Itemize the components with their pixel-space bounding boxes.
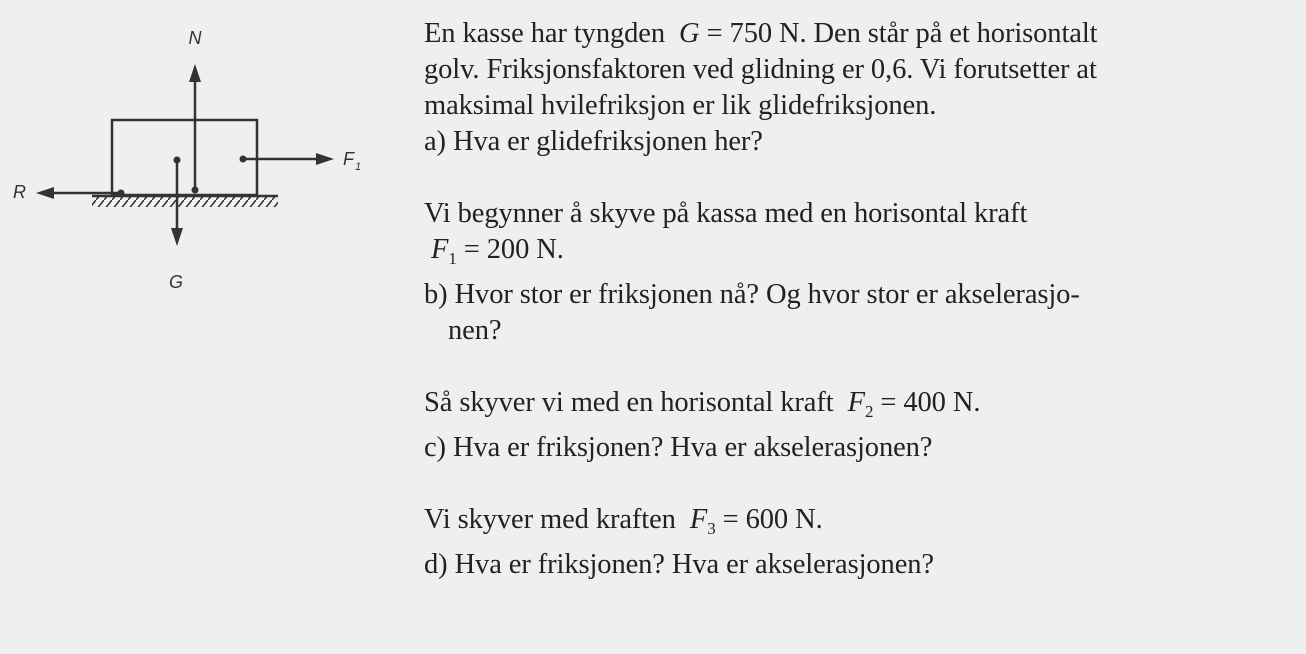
gravity-force-origin	[174, 157, 181, 164]
label-f1	[343, 149, 361, 173]
question-a: a) Hva er glidefriksjonen her?	[424, 126, 763, 157]
intro-line-2: golv. Friksjonsfaktoren ved glidning er 0,6. Vi forutsetter at	[424, 54, 1097, 85]
paragraph-4	[424, 502, 1304, 547]
free-body-diagram	[0, 0, 400, 320]
free-body-diagram-svg	[0, 0, 400, 320]
paragraph-4-start: Vi skyver med kraften	[424, 504, 676, 535]
question-b-line-2: nen?	[448, 315, 502, 346]
label-n: N	[188, 28, 202, 48]
paragraph-3-start: Så skyver vi med en horisontal kraft	[424, 387, 834, 418]
question-b-line-1: b) Hvor stor er friksjonen nå? Og hvor stor er akselerasjo-	[424, 279, 1080, 310]
paragraph-3	[424, 385, 1304, 430]
intro-line-1-end: = 750 N. Den står på et horisontalt	[699, 18, 1098, 49]
force-f1-value: = 200 N.	[456, 234, 564, 265]
question-c: c) Hva er friksjonen? Hva er akselerasjonen?	[424, 432, 933, 463]
friction-force-origin	[118, 190, 125, 197]
applied-force-origin	[240, 156, 247, 163]
force-f2-symbol: F	[847, 387, 865, 418]
label-g: G	[168, 272, 184, 292]
normal-force-origin	[192, 187, 199, 194]
force-f2-subscript: 2	[864, 402, 874, 421]
label-r: R	[13, 182, 26, 202]
label-f1-letter: F	[343, 149, 354, 169]
box	[112, 120, 257, 195]
intro-weight-symbol: G	[679, 18, 700, 49]
question-d: d) Hva er friksjonen? Hva er akselerasjonen?	[424, 549, 934, 580]
friction-force-arrowhead	[36, 187, 54, 199]
force-f3-value: = 600 N.	[715, 504, 823, 535]
label-f1-subscript: 1	[355, 161, 362, 173]
intro-line-1	[424, 16, 1304, 52]
intro-line-3: maksimal hvilefriksjon er lik glidefriksjonen.	[424, 90, 937, 121]
problem-text	[424, 16, 1304, 583]
applied-force-arrowhead	[316, 153, 334, 165]
paragraph-2-line-2	[424, 232, 1304, 277]
floor-hatching	[92, 197, 278, 207]
gravity-force-arrowhead	[171, 228, 183, 246]
force-f1-symbol: F	[431, 234, 449, 265]
force-f3-symbol: F	[689, 504, 708, 535]
force-f1-subscript: 1	[448, 249, 457, 268]
intro-line-1-start: En kasse har tyngden	[424, 18, 665, 49]
normal-force-arrowhead	[189, 64, 201, 82]
force-f2-value: = 400 N.	[873, 387, 981, 418]
paragraph-2-line-1: Vi begynner å skyve på kassa med en horisontal kraft	[424, 198, 1028, 229]
force-f3-subscript: 3	[707, 519, 716, 538]
